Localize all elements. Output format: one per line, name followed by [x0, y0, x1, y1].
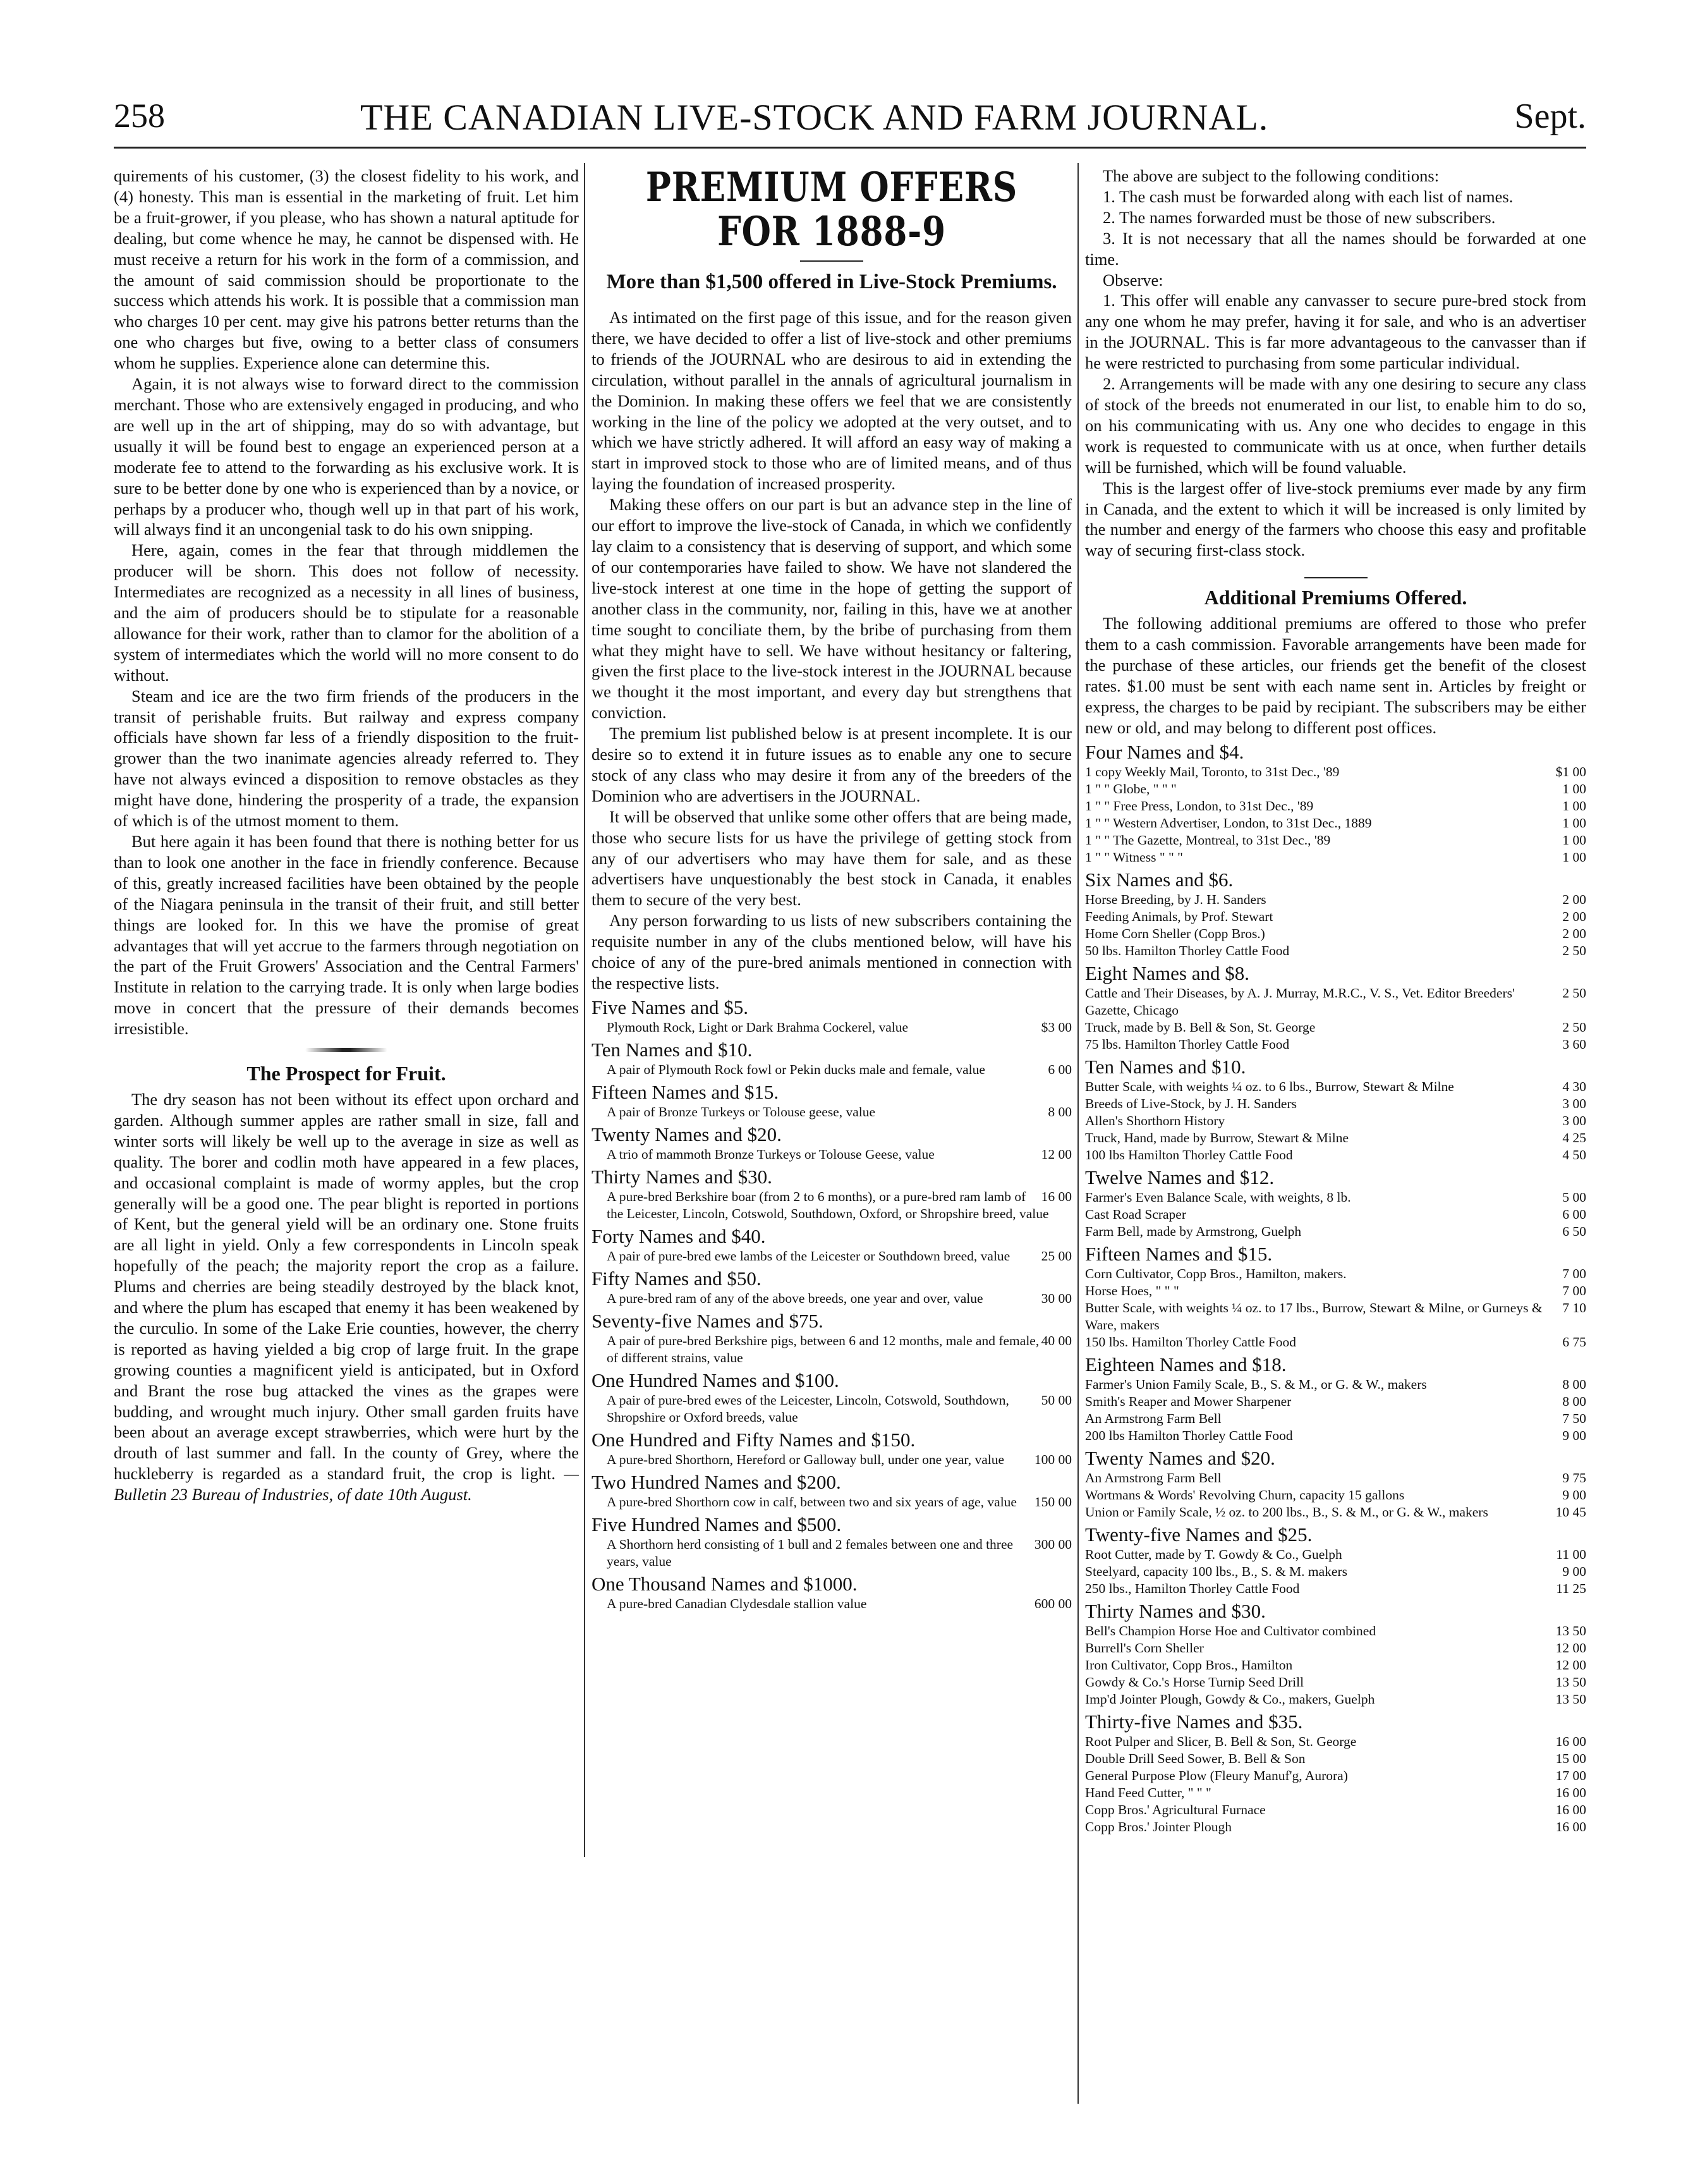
premium-text: Horse Hoes, " " ": [1085, 1283, 1179, 1298]
premium-text: Burrell's Corn Sheller: [1085, 1640, 1204, 1656]
column-divider-2: [1077, 163, 1079, 2104]
tier-offer: [607, 1595, 1072, 1613]
premium-title: PREMIUM OFFERS FOR 1888-9: [645, 164, 1018, 255]
observe-paragraph: This is the largest offer of live-stock premiums ever made by any firm in Canada, and the extent to which it will be increased is only limited by the number and energy of the farmers who choose this easy and profitable way of securing first-class stock.: [1085, 478, 1586, 560]
prospect-heading: The Prospect for Fruit.: [246, 1062, 446, 1085]
premium-value: 9 00: [1562, 1487, 1586, 1503]
group-heading: Fifteen Names and $15.: [1085, 1242, 1273, 1265]
premium-item: [1085, 1563, 1586, 1580]
tier-value: 25 00: [1041, 1248, 1072, 1264]
premium-text: Corn Cultivator, Copp Bros., Hamilton, makers.: [1085, 1266, 1347, 1281]
premium-value: 2 00: [1562, 925, 1586, 941]
tier-heading: One Thousand Names and $1000.: [592, 1572, 858, 1595]
premium-item: [1085, 1674, 1586, 1691]
premium-item: [1085, 1623, 1586, 1640]
premium-item: [1085, 764, 1586, 781]
premium-item: [1085, 1113, 1586, 1130]
group-heading: Twenty-five Names and $25.: [1085, 1523, 1313, 1546]
premium-value: 2 00: [1562, 891, 1586, 907]
group-heading: Twelve Names and $12.: [1085, 1166, 1275, 1188]
premium-text: Root Pulper and Slicer, B. Bell & Son, St. George: [1085, 1733, 1357, 1749]
premium-value: 7 00: [1562, 1266, 1586, 1281]
premium-item: [1085, 781, 1586, 798]
premium-value: 17 00: [1555, 1767, 1586, 1783]
premium-value: 11 00: [1556, 1546, 1586, 1562]
tier-offer: [607, 1392, 1072, 1426]
tier-offer: [607, 1290, 1072, 1307]
premium-item: [1085, 1283, 1586, 1300]
tier-offer: [607, 1248, 1072, 1265]
tier-text: A pair of pure-bred Berkshire pigs, between 6 and 12 months, male and female, of different strains, value: [607, 1333, 1040, 1365]
group-heading: Eight Names and $8.: [1085, 961, 1250, 984]
premium-text: General Purpose Plow (Fleury Manuf'g, Aurora): [1085, 1767, 1348, 1783]
premium-value: 1 00: [1562, 832, 1586, 848]
premium-value: 6 50: [1562, 1223, 1586, 1239]
premium-value: 2 00: [1562, 908, 1586, 924]
tier-text: A pair of Plymouth Rock fowl or Pekin ducks male and female, value: [607, 1061, 985, 1077]
column-divider-1: [584, 163, 585, 1857]
premium-text: Imp'd Jointer Plough, Gowdy & Co., makers, Guelph: [1085, 1691, 1375, 1707]
premium-text: Home Corn Sheller (Copp Bros.): [1085, 925, 1265, 941]
premium-value: 2 50: [1562, 943, 1586, 958]
tier-heading: Forty Names and $40.: [592, 1224, 766, 1247]
premium-text: An Armstrong Farm Bell: [1085, 1470, 1222, 1485]
premium-subtitle: More than $1,500 offered in Live-Stock Premiums.: [606, 271, 1057, 293]
tier-value: 300 00: [1034, 1536, 1072, 1552]
premium-item: [1085, 1470, 1586, 1487]
premium-item: [1085, 1750, 1586, 1767]
premium-value: 3 00: [1562, 1095, 1586, 1111]
premium-item: [1085, 891, 1586, 908]
article-paragraph: But here again it has been found that there is nothing better for us than to look one another in the face in friendly conference. Because of this, greatly increased facilities have been obtained by the people of the Niagara peninsula in the transit of their fruit, and still better things are looked for. In this we have the promise of great advantages that will yet accrue to the farmers through negotiation on the part of the Fruit Growers' Association and the Central Farmers' Institute in relation to the carrying trade. It is only when large bodies move in concert that the pressure of their demands becomes irresistible.: [114, 832, 579, 1039]
premium-value: 1 00: [1562, 798, 1586, 814]
premium-text: Butter Scale, with weights ¼ oz. to 6 lbs., Burrow, Stewart & Milne: [1085, 1078, 1454, 1094]
premium-text: 100 lbs Hamilton Thorley Cattle Food: [1085, 1147, 1293, 1162]
article-paragraph: Steam and ice are the two firm friends of the producers in the transit of perishable fruits. But railway and express company officials have shown far less of a friendly disposition to the fruit-grower than the two inanimate agencies already referred to. They have not always evinced a disposition to remove obstacles as they might have done, hindering the prosperity of a trade, the expansion of which is of the utmost moment to them.: [114, 686, 579, 831]
premium-value: 7 50: [1562, 1410, 1586, 1426]
tier-text: A pure-bred Berkshire boar (from 2 to 6 months), or a pure-bred ram lamb of the Leicester, Lincoln, Cotswold, Southdown, Oxford, or Shropshire breed, value: [607, 1188, 1049, 1221]
premium-value: 9 75: [1562, 1470, 1586, 1485]
tier-value: 30 00: [1041, 1290, 1072, 1306]
premium-value: 16 00: [1555, 1784, 1586, 1800]
premium-value: 13 50: [1555, 1691, 1586, 1707]
premium-value: 1 00: [1562, 781, 1586, 796]
tier-text: A pure-bred ram of any of the above breeds, one year and over, value: [607, 1290, 983, 1306]
premium-tiers: [592, 996, 1072, 1613]
tier-offer: [607, 1104, 1072, 1121]
tier-offer: [607, 1494, 1072, 1511]
tier-value: 150 00: [1034, 1494, 1072, 1510]
premium-value: 4 25: [1562, 1130, 1586, 1145]
premium-paragraph: Making these offers on our part is but an advance step in the line of our effort to improve the live-stock of Canada, in which we confidently lay claim to a consistency that is deserving of support, and which some of our contemporaries have failed to show. We have not slandered the live-stock interest at one time in the hope of getting the support of another class in the community, nor, failing in this, have we at another time sought to conciliate them, by the bribe of purchasing from them what they might have to sell. We have without hesitancy or faltering, given the first place to the live-stock interest in the JOURNAL because we thought it the most important, and every day but strengthens that conviction.: [592, 495, 1072, 723]
premium-item: [1085, 1802, 1586, 1819]
header-rule: [114, 147, 1586, 149]
tier-heading: Two Hundred Names and $200.: [592, 1470, 841, 1493]
premium-item: [1085, 908, 1586, 925]
premium-text: 1 " " The Gazette, Montreal, to 31st Dec., '89: [1085, 832, 1331, 848]
premium-value: 9 00: [1562, 1563, 1586, 1579]
premium-text: 1 copy Weekly Mail, Toronto, to 31st Dec., '89: [1085, 764, 1340, 779]
premium-text: Root Cutter, made by T. Gowdy & Co., Guelph: [1085, 1546, 1342, 1562]
ornament-rule: [305, 1048, 387, 1052]
tier-value: 8 00: [1048, 1104, 1072, 1119]
premium-item: [1085, 1189, 1586, 1206]
premium-item: [1085, 1580, 1586, 1597]
premium-item: [1085, 1427, 1586, 1444]
premium-value: 13 50: [1555, 1674, 1586, 1690]
tier-offer: [607, 1536, 1072, 1570]
premium-text: Feeding Animals, by Prof. Stewart: [1085, 908, 1273, 924]
tier-text: A pure-bred Shorthorn, Hereford or Galloway bull, under one year, value: [607, 1451, 1005, 1467]
tier-heading: Fifteen Names and $15.: [592, 1080, 779, 1103]
premium-item: [1085, 1223, 1586, 1240]
premium-item: [1085, 1019, 1586, 1036]
premium-value: 6 00: [1562, 1206, 1586, 1222]
premium-item: [1085, 1147, 1586, 1164]
premium-text: 50 lbs. Hamilton Thorley Cattle Food: [1085, 943, 1290, 958]
premium-text: Bell's Champion Horse Hoe and Cultivator combined: [1085, 1623, 1376, 1638]
premium-item: [1085, 1334, 1586, 1351]
tier-heading: One Hundred Names and $100.: [592, 1369, 839, 1391]
premium-item: [1085, 1487, 1586, 1504]
premium-text: Truck, Hand, made by Burrow, Stewart & Milne: [1085, 1130, 1349, 1145]
premium-item: [1085, 1393, 1586, 1410]
tier-heading: Seventy-five Names and $75.: [592, 1309, 823, 1332]
page-header: [114, 96, 1586, 140]
column-right: [1085, 166, 1586, 1836]
premium-text: Allen's Shorthorn History: [1085, 1113, 1225, 1128]
tier-value: 12 00: [1041, 1146, 1072, 1162]
premium-value: 4 50: [1562, 1147, 1586, 1162]
premium-text: 1 " " Free Press, London, to 31st Dec., '89: [1085, 798, 1314, 814]
premium-item: [1085, 1640, 1586, 1657]
premium-text: 250 lbs., Hamilton Thorley Cattle Food: [1085, 1580, 1300, 1596]
premium-value: $1 00: [1555, 764, 1586, 779]
tier-heading: Five Hundred Names and $500.: [592, 1513, 842, 1535]
prospect-source: —Bulletin 23 Bureau of Industries, of date 10th August.: [114, 1464, 579, 1504]
tier-text: A pair of pure-bred ewe lambs of the Leicester or Southdown breed, value: [607, 1248, 1010, 1264]
premium-item: [1085, 1300, 1586, 1334]
tier-heading: Thirty Names and $30.: [592, 1165, 772, 1188]
title-rule: [800, 260, 863, 262]
group-heading: Thirty Names and $30.: [1085, 1599, 1266, 1622]
tier-value: 600 00: [1034, 1595, 1072, 1611]
group-heading: Ten Names and $10.: [1085, 1055, 1246, 1078]
tier-heading: Twenty Names and $20.: [592, 1123, 782, 1145]
premium-value: 1 00: [1562, 815, 1586, 831]
premium-text: Farmer's Even Balance Scale, with weights, 8 lb.: [1085, 1189, 1351, 1205]
premium-item: [1085, 1036, 1586, 1053]
premium-item: [1085, 1546, 1586, 1563]
group-heading: Four Names and $4.: [1085, 740, 1244, 763]
group-heading: Eighteen Names and $18.: [1085, 1353, 1287, 1376]
premium-paragraph: It will be observed that unlike some other offers that are being made, those who secure lists for us have the privilege of getting stock from any of our advertisers who may have them for sale, and as these advertisers have unquestionably the best stock in Canada, it enables them to secure of the very best.: [592, 807, 1072, 910]
premium-value: 4 30: [1562, 1078, 1586, 1094]
premium-item: [1085, 1410, 1586, 1427]
prospect-text: The dry season has not been without its effect upon orchard and garden. Although summer apples are rather small in size, fall and winter sorts will likely be well up to the average in size as well as quality. The borer and codlin moth have appeared in a few places, and occasional complaint is made of wormy apples, but the crop generally will be a good one. The pear blight is reported in portions of Kent, but the general yield will be an ordinary one. Stone fruits are all light in yield. Only a few correspondents in Lincoln speak hopefully of the peach; the majority report the crop as a failure. Plums and cherries are being steadily destroyed by the black knot, and where the plum has escaped that enemy it has been weakened by the curculio. In some of the Lake Erie counties, however, the cherry is reported as having yielded a big crop of large fruit. In the grape growing counties a magnificent yield is anticipated, but in Oxford and Brant the rose bug attacked the vines as the grapes were budding, and wrought much injury. Other small garden fruits have been about an average except strawberries, which were hurt by the drouth of last summer and fall. In the county of Grey, where the huckleberry is regarded as a standard fruit, the crop is light.: [114, 1089, 579, 1484]
premium-value: 11 25: [1556, 1580, 1586, 1596]
premium-value: 16 00: [1555, 1733, 1586, 1749]
tier-offer: [607, 1061, 1072, 1078]
premium-item: [1085, 849, 1586, 866]
tier-text: Plymouth Rock, Light or Dark Brahma Cockerel, value: [607, 1019, 909, 1035]
tier-value: $3 00: [1041, 1019, 1072, 1035]
premium-value: 7 00: [1562, 1283, 1586, 1298]
premium-value: 8 00: [1562, 1376, 1586, 1392]
premium-item: [1085, 832, 1586, 849]
premium-text: An Armstrong Farm Bell: [1085, 1410, 1222, 1426]
article-paragraph: Again, it is not always wise to forward direct to the commission merchant. Those who are extensively engaged in producing, and who are well up in the art of shipping, may do so with advantage, but usually it will be found best to engage an experienced person at a moderate fee to attend to the forwarding as his exclusive work. It is sure to be better done by one who is experienced than by a novice, or perhaps by a producer who, though well up in that part of his work, will always find it an uncongenial task to do his own snipping.: [114, 374, 579, 539]
tier-offer: [607, 1333, 1072, 1367]
premium-item: [1085, 1819, 1586, 1836]
premium-text: 150 lbs. Hamilton Thorley Cattle Food: [1085, 1334, 1297, 1350]
premium-text: Cast Road Scraper: [1085, 1206, 1187, 1222]
premium-value: 12 00: [1555, 1640, 1586, 1656]
tier-text: A pair of pure-bred ewes of the Leicester, Lincoln, Cotswold, Southdown, Shropshire or Oxford breeds, value: [607, 1392, 1009, 1425]
page-number: 258: [114, 97, 165, 135]
premium-value: 16 00: [1555, 1819, 1586, 1834]
observe-label: Observe:: [1103, 270, 1163, 290]
condition-item: 2. The names forwarded must be those of new subscribers.: [1103, 207, 1496, 227]
tier-text: A Shorthorn herd consisting of 1 bull and 2 females between one and three years, value: [607, 1536, 1014, 1569]
premium-text: Gowdy & Co.'s Horse Turnip Seed Drill: [1085, 1674, 1304, 1690]
premium-text: Truck, made by B. Bell & Son, St. George: [1085, 1019, 1316, 1035]
tier-text: A pair of Bronze Turkeys or Tolouse geese, value: [607, 1104, 876, 1119]
tier-value: 6 00: [1048, 1061, 1072, 1077]
premium-value: 15 00: [1555, 1750, 1586, 1766]
premium-value: 2 50: [1562, 1019, 1586, 1035]
tier-text: A pure-bred Shorthorn cow in calf, between two and six years of age, value: [607, 1494, 1017, 1510]
premium-text: Copp Bros.' Jointer Plough: [1085, 1819, 1232, 1834]
premium-text: 200 lbs Hamilton Thorley Cattle Food: [1085, 1427, 1293, 1443]
premium-text: Farm Bell, made by Armstrong, Guelph: [1085, 1223, 1302, 1239]
premium-value: 7 10: [1562, 1300, 1586, 1315]
premium-text: Steelyard, capacity 100 lbs., B., S. & M. makers: [1085, 1563, 1347, 1579]
group-heading: Twenty Names and $20.: [1085, 1446, 1275, 1469]
tier-heading: Five Names and $5.: [592, 996, 748, 1018]
premium-item: [1085, 1376, 1586, 1393]
premium-text: Breeds of Live-Stock, by J. H. Sanders: [1085, 1095, 1297, 1111]
premium-item: [1085, 798, 1586, 815]
premium-value: 16 00: [1555, 1802, 1586, 1817]
tier-value: 16 00: [1041, 1188, 1072, 1204]
tier-value: 50 00: [1041, 1392, 1072, 1408]
tier-offer: [607, 1451, 1072, 1468]
premium-item: [1085, 985, 1586, 1019]
premium-paragraph: Any person forwarding to us lists of new subscribers containing the requisite number in any of the clubs mentioned below, will have his choice of any of the pure-bred animals mentioned in connection with the respective lists.: [592, 911, 1072, 992]
premium-text: 1 " " Western Advertiser, London, to 31st Dec., 1889: [1085, 815, 1372, 831]
premium-value: 3 00: [1562, 1113, 1586, 1128]
tier-value: 100 00: [1034, 1451, 1072, 1467]
observe-paragraph: 2. Arrangements will be made with any one desiring to secure any class of stock of the breeds not enumerated in our list, to enable him to do so, on his communicating with us. Any one who decides to engage in this work is requested to communicate with us at once, when further details will be furnished, which will be found valuable.: [1085, 374, 1586, 477]
premium-item: [1085, 1657, 1586, 1674]
premium-value: 2 50: [1562, 985, 1586, 1001]
premium-value: 13 50: [1555, 1623, 1586, 1638]
tier-offer: [607, 1188, 1072, 1223]
premium-text: 75 lbs. Hamilton Thorley Cattle Food: [1085, 1036, 1290, 1052]
tier-text: A pure-bred Canadian Clydesdale stallion value: [607, 1595, 867, 1611]
premium-text: Cattle and Their Diseases, by A. J. Murray, M.R.C., V. S., Vet. Editor Breeders' Gazette, Chicago: [1085, 985, 1515, 1018]
premium-value: 12 00: [1555, 1657, 1586, 1673]
conditions-intro: The above are subject to the following conditions:: [1103, 166, 1440, 185]
premium-value: 6 75: [1562, 1334, 1586, 1350]
premium-item: [1085, 1733, 1586, 1750]
column-left: [114, 166, 579, 1505]
premium-text: Wortmans & Words' Revolving Churn, capacity 15 gallons: [1085, 1487, 1405, 1503]
premium-item: [1085, 925, 1586, 943]
premium-item: [1085, 815, 1586, 832]
premium-text: Union or Family Scale, ½ oz. to 200 lbs., B., S. & M., or G. & W., makers: [1085, 1504, 1488, 1520]
tier-offer: [607, 1146, 1072, 1163]
column-middle: [592, 166, 1072, 1613]
condition-item: 1. The cash must be forwarded along with each list of names.: [1103, 186, 1514, 206]
premium-item: [1085, 1130, 1586, 1147]
premium-item: [1085, 943, 1586, 960]
premium-text: Butter Scale, with weights ¼ oz. to 17 lbs., Burrow, Stewart & Milne, or Gurneys & Ware, makers: [1085, 1300, 1543, 1333]
group-heading: Thirty-five Names and $35.: [1085, 1710, 1303, 1733]
premium-value: 10 45: [1555, 1504, 1586, 1520]
premium-text: Horse Breeding, by J. H. Sanders: [1085, 891, 1266, 907]
premium-text: Farmer's Union Family Scale, B., S. & M., or G. & W., makers: [1085, 1376, 1427, 1392]
premium-text: Iron Cultivator, Copp Bros., Hamilton: [1085, 1657, 1293, 1673]
prospect-paragraph: [114, 1089, 579, 1505]
premium-value: 1 00: [1562, 849, 1586, 865]
premium-text: Smith's Reaper and Mower Sharpener: [1085, 1393, 1292, 1409]
additional-groups: [1085, 741, 1586, 1836]
premium-item: [1085, 1767, 1586, 1784]
tier-heading: One Hundred and Fifty Names and $150.: [592, 1428, 916, 1451]
journal-title: THE CANADIAN LIVE-STOCK AND FARM JOURNAL.: [360, 97, 1269, 138]
premium-value: 9 00: [1562, 1427, 1586, 1443]
premium-item: [1085, 1078, 1586, 1095]
additional-intro: The following additional premiums are offered to those who prefer them to a cash commission. Favorable arrangements have been made for the purchase of these articles, our friends get the benefit of the closest rates. $1.00 must be sent with each name sent in. Articles by freight or express, the charges to be paid by recipiant. The subscribers may be either new or old, and may belong to different post offices.: [1085, 614, 1586, 737]
premium-item: [1085, 1784, 1586, 1802]
article-paragraph: quirements of his customer, (3) the closest fidelity to his work, and (4) honesty. This man is essential in the marketing of fruit. Let him be a fruit-grower, if you please, who has shown a natural aptitude for dealing, but come whence he may, he cannot be dispensed with. He must receive a return for his work in the form of a commission, and the amount of said commission should be proportionate to the success which attends his work. It is possible that a commission man who charges 10 per cent. may give his patrons better returns than the one who charges but five, owing to a better class of consumers whom he supplies. Experience alone can determine this.: [114, 166, 579, 373]
premium-value: 3 60: [1562, 1036, 1586, 1052]
premium-value: 5 00: [1562, 1189, 1586, 1205]
premium-text: Double Drill Seed Sower, B. Bell & Son: [1085, 1750, 1306, 1766]
tier-text: A trio of mammoth Bronze Turkeys or Tolouse Geese, value: [607, 1146, 935, 1162]
premium-item: [1085, 1095, 1586, 1113]
observe-paragraph: 1. This offer will enable any canvasser to secure pure-bred stock from any one whom he may prefer, having it for sale, and who is an advertiser in the JOURNAL. This is far more advantageous to the canvasser than if he were restricted to purchasing from some particular individual.: [1085, 291, 1586, 373]
premium-item: [1085, 1691, 1586, 1708]
issue-month: Sept.: [1514, 97, 1586, 136]
premium-item: [1085, 1504, 1586, 1521]
premium-value: 8 00: [1562, 1393, 1586, 1409]
article-paragraph: Here, again, comes in the fear that through middlemen the producer will be shorn. This does not follow of necessity. Intermediates are recognized as a necessity in all lines of business, and the aim of producers should be to stipulate for a reasonable allowance for their work, rather than to clamor for the abolition of a system of intermediates which the world will no more consent to do without.: [114, 540, 579, 685]
premium-item: [1085, 1266, 1586, 1283]
premium-paragraph: The premium list published below is at present incomplete. It is our desire so to extend it in future issues as to enable any one to secure stock of any class who may desire it from any of the breeders of the Dominion who are advertisers in the JOURNAL.: [592, 724, 1072, 805]
premium-text: Copp Bros.' Agricultural Furnace: [1085, 1802, 1266, 1817]
premium-text: 1 " " Witness " " ": [1085, 849, 1183, 865]
premium-text: Hand Feed Cutter, " " ": [1085, 1784, 1211, 1800]
premium-text: 1 " " Globe, " " ": [1085, 781, 1177, 796]
tier-value: 40 00: [1041, 1333, 1072, 1348]
premium-item: [1085, 1206, 1586, 1223]
premium-paragraph: As intimated on the first page of this issue, and for the reason given there, we have decided to offer a list of live-stock and other premiums to friends of the JOURNAL who are desirous to aid in extending the circulation, without parallel in the annals of agricultural journalism in the Dominion. In making these offers we feel that we are consistently working in the line of the policy we adopted at the very outset, and to which we have strictly adhered. It will afford an easy way of making a start in improved stock to those who are of limited means, and of thus laying the foundation of increased prosperity.: [592, 308, 1072, 494]
group-heading: Six Names and $6.: [1085, 868, 1234, 891]
additional-heading: Additional Premiums Offered.: [1204, 586, 1467, 609]
tier-offer: [607, 1019, 1072, 1036]
condition-item: 3. It is not necessary that all the names should be forwarded at one time.: [1085, 228, 1586, 269]
tier-heading: Fifty Names and $50.: [592, 1267, 762, 1290]
section-rule: [1304, 577, 1368, 578]
tier-heading: Ten Names and $10.: [592, 1038, 753, 1061]
